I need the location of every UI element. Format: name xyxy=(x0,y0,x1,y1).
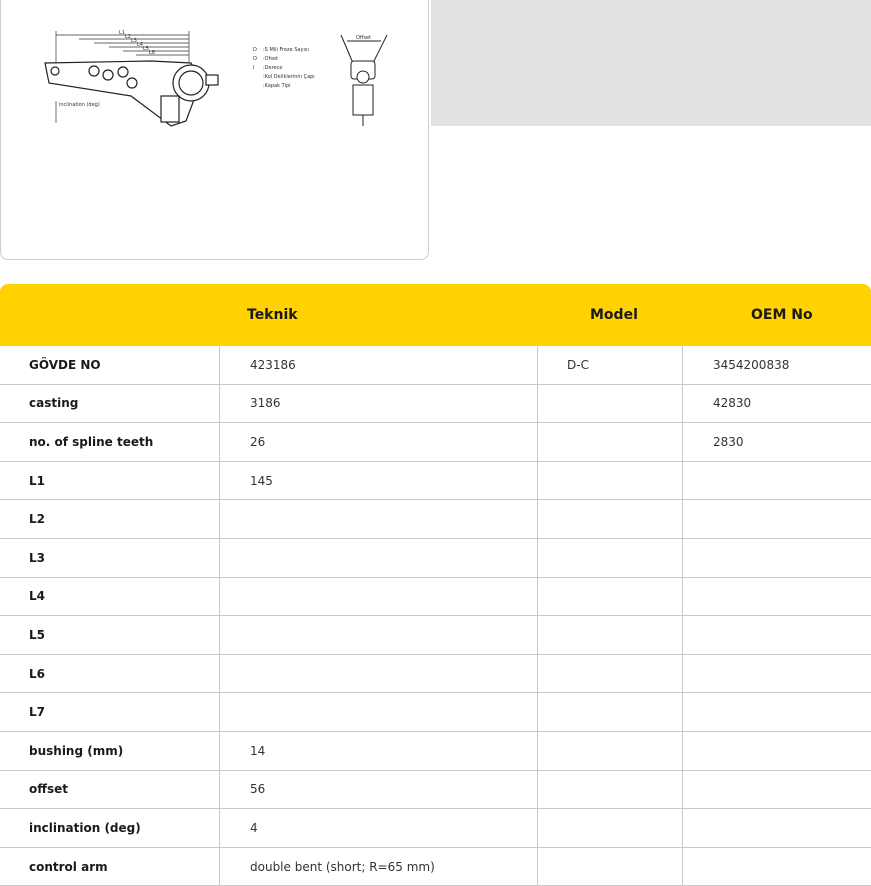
table-row xyxy=(0,693,871,732)
row-label: L5 xyxy=(0,616,220,654)
model-value xyxy=(538,809,683,847)
inclination-label: inclination (deg) xyxy=(59,102,100,108)
legend-text-d: :S Mili Freze Sayısı xyxy=(263,47,309,53)
dim-label-l4: L4 xyxy=(137,42,143,48)
teknik-value xyxy=(220,500,538,538)
legend-key-o: O xyxy=(253,56,257,62)
row-label: L1 xyxy=(0,462,220,500)
table-row xyxy=(0,732,871,771)
teknik-value: 3186 xyxy=(220,385,538,423)
table-row xyxy=(0,500,871,539)
legend-key-d: D xyxy=(253,47,257,53)
row-label: L3 xyxy=(0,539,220,577)
row-label: control arm xyxy=(0,848,220,886)
model-value xyxy=(538,462,683,500)
oem-value xyxy=(683,500,871,538)
oem-value xyxy=(683,578,871,616)
row-label: offset xyxy=(0,771,220,809)
teknik-value: 4 xyxy=(220,809,538,847)
oem-value xyxy=(683,732,871,770)
table-row xyxy=(0,616,871,655)
model-value: D-C xyxy=(538,346,683,384)
model-value xyxy=(538,578,683,616)
teknik-value xyxy=(220,693,538,731)
oem-value: 2830 xyxy=(713,434,744,449)
dim-label-l5: L5 xyxy=(143,46,149,52)
slack-adjuster-diagram xyxy=(1,1,429,241)
spec-table xyxy=(0,284,871,886)
model-value xyxy=(538,539,683,577)
oem-value xyxy=(683,809,871,847)
legend-text-i: :Derece xyxy=(263,65,283,71)
table-row xyxy=(0,771,871,810)
teknik-value: 56 xyxy=(220,771,538,809)
table-row xyxy=(0,385,871,424)
row-label: L2 xyxy=(0,500,220,538)
oem-value xyxy=(683,771,871,809)
model-value xyxy=(538,616,683,654)
dim-label-l1: L1 xyxy=(119,30,125,36)
diagram-legend xyxy=(253,47,315,89)
row-label: bushing (mm) xyxy=(0,732,220,770)
teknik-value xyxy=(220,578,538,616)
header-oem-no: OEM No xyxy=(751,307,813,323)
table-row xyxy=(0,346,871,385)
header-model: Model xyxy=(590,307,638,323)
row-label: GÖVDE NO xyxy=(0,346,220,384)
legend-key-i: I xyxy=(253,65,255,71)
row-label: casting xyxy=(0,385,220,423)
dim-label-l2: L2 xyxy=(125,34,131,40)
model-value xyxy=(538,693,683,731)
oem-value: 42830 xyxy=(713,396,752,411)
model-value xyxy=(538,423,683,461)
model-value xyxy=(538,500,683,538)
table-body xyxy=(0,346,871,886)
oem-value xyxy=(683,462,871,500)
row-label: L7 xyxy=(0,693,220,731)
oem-value xyxy=(683,616,871,654)
table-header xyxy=(0,284,871,346)
gray-panel xyxy=(431,0,871,126)
table-row xyxy=(0,655,871,694)
oem-value xyxy=(683,693,871,731)
teknik-value xyxy=(220,616,538,654)
offset-dim-label: Offset xyxy=(356,35,372,41)
oem-value xyxy=(683,848,871,886)
table-row xyxy=(0,578,871,617)
dim-label-l6: L6 xyxy=(149,50,155,56)
teknik-value: 14 xyxy=(220,732,538,770)
oem-value xyxy=(683,655,871,693)
teknik-value xyxy=(220,655,538,693)
dim-label-l3: L3 xyxy=(131,38,137,44)
teknik-value: 145 xyxy=(220,462,538,500)
legend-text-o: :Ofset xyxy=(263,56,279,62)
oem-value: 3454200838 xyxy=(713,357,790,372)
table-row xyxy=(0,809,871,848)
model-value xyxy=(538,848,683,886)
teknik-value: double bent (short; R=65 mm) xyxy=(220,848,538,886)
legend-text-bore: :Kol Deliklerinin Çapı xyxy=(263,74,315,80)
model-value xyxy=(538,732,683,770)
product-diagram-card xyxy=(0,0,429,260)
legend-text-cover: :Kapak Tipi xyxy=(263,83,291,89)
table-row xyxy=(0,462,871,501)
table-row xyxy=(0,848,871,886)
row-label: L4 xyxy=(0,578,220,616)
teknik-value: 423186 xyxy=(220,346,538,384)
table-row xyxy=(0,423,871,462)
teknik-value: 26 xyxy=(220,423,538,461)
row-label: no. of spline teeth xyxy=(0,423,220,461)
model-value xyxy=(538,385,683,423)
teknik-value xyxy=(220,539,538,577)
model-value xyxy=(538,655,683,693)
table-row xyxy=(0,539,871,578)
row-label: L6 xyxy=(0,655,220,693)
oem-value xyxy=(683,539,871,577)
header-teknik: Teknik xyxy=(247,307,298,323)
model-value xyxy=(538,771,683,809)
row-label: inclination (deg) xyxy=(0,809,220,847)
